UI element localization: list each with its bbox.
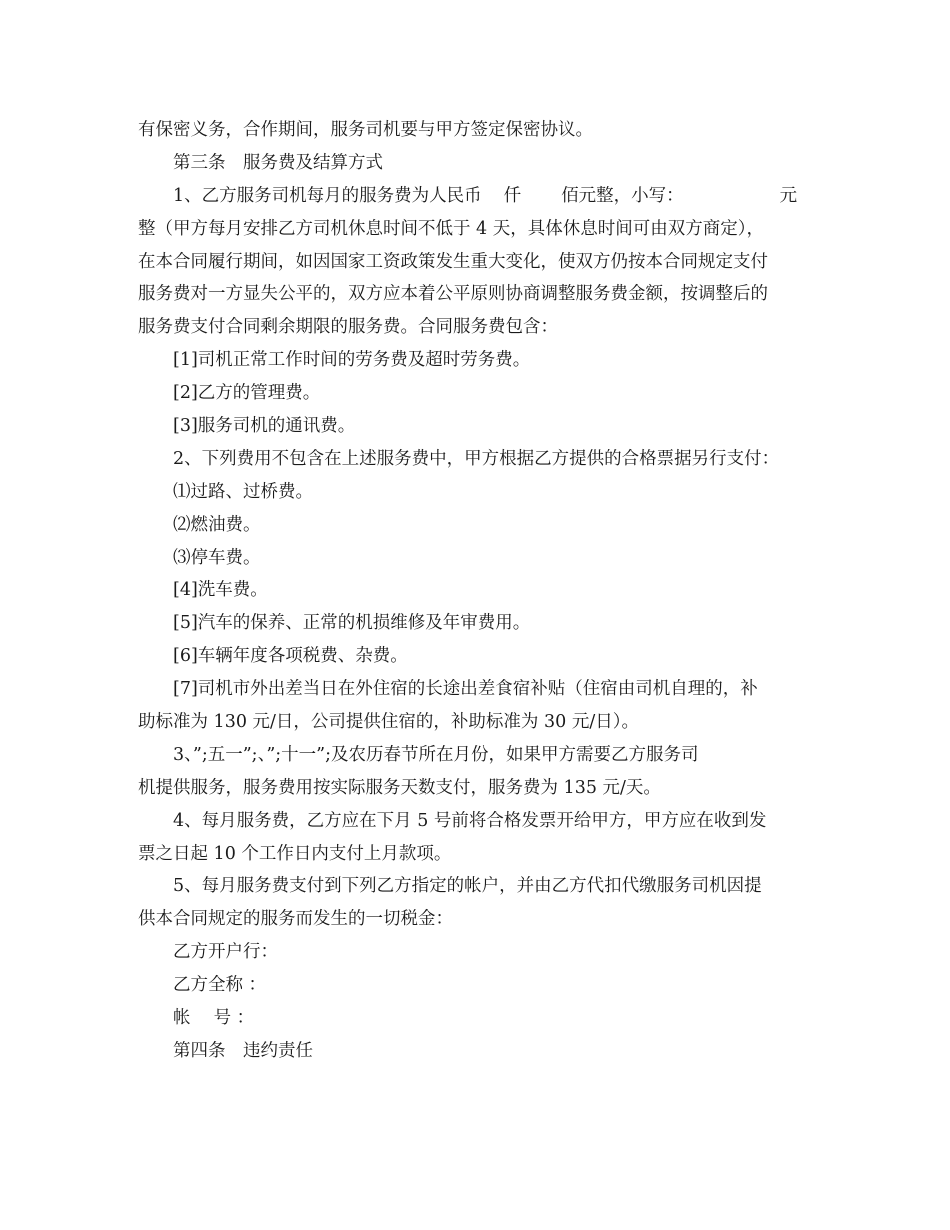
paragraph-line: 4、每月服务费，乙方应在下月 5 号前将合格发票开给甲方，甲方应在收到发 bbox=[173, 810, 767, 831]
list-item: ⑵燃油费。 bbox=[173, 514, 261, 535]
fee-hundred: 佰元整，小写： bbox=[561, 185, 684, 206]
paragraph-line: 供本合同规定的服务而发生的一切税金： bbox=[138, 909, 453, 930]
fee-thousand: 仟 bbox=[503, 185, 522, 206]
paragraph-line: 机提供服务，服务费用按实际服务天数支付，服务费为 135 元/天。 bbox=[138, 777, 661, 798]
list-item: ⑴过路、过桥费。 bbox=[173, 481, 313, 502]
paragraph-line: 3、”;五一”;、”;十一”;及农历春节所在月份，如果甲方需要乙方服务司 bbox=[173, 744, 699, 765]
fee-yuan: 元 bbox=[779, 185, 798, 206]
paragraph-line: 票之日起 10 个工作日内支付上月款项。 bbox=[138, 843, 452, 864]
paragraph-line: 助标准为 130 元/日，公司提供住宿的，补助标准为 30 元/日）。 bbox=[138, 712, 639, 733]
bank-name-field: 乙方开户行： bbox=[173, 942, 278, 963]
fee-text: 1、乙方服务司机每月的服务费为人民币 bbox=[173, 185, 482, 206]
list-item: ⑶停车费。 bbox=[173, 547, 261, 568]
list-item: [1]司机正常工作时间的劳务费及超时劳务费。 bbox=[173, 350, 531, 371]
list-item: [3]服务司机的通讯费。 bbox=[173, 416, 356, 437]
list-item: [7]司机市外出差当日在外住宿的长途出差食宿补贴（住宿由司机自理的，补 bbox=[173, 679, 758, 700]
paragraph-line: 在本合同履行期间，如因国家工资政策发生重大变化，使双方仍按本合同规定支付 bbox=[138, 251, 768, 272]
document-page bbox=[138, 114, 814, 1068]
account-number-field: 帐 号 ： bbox=[173, 1008, 255, 1029]
account-name-field: 乙方全称 ： bbox=[173, 975, 267, 996]
paragraph-line: 5、每月服务费支付到下列乙方指定的帐户，并由乙方代扣代缴服务司机因提 bbox=[173, 876, 762, 897]
list-item: [4]洗车费。 bbox=[173, 580, 268, 601]
paragraph-line: 服务费对一方显失公平的，双方应本着公平原则协商调整服务费金额，按调整后的 bbox=[138, 284, 768, 305]
paragraph-line: 有保密义务，合作期间，服务司机要与甲方签定保密协议。 bbox=[138, 120, 593, 140]
section-heading: 第四条 违约责任 bbox=[173, 1040, 313, 1061]
list-item: [5]汽车的保养、正常的机损维修及年审费用。 bbox=[173, 613, 531, 634]
paragraph-line: 整（甲方每月安排乙方司机休息时间不低于 4 天，具体休息时间可由双方商定）， bbox=[138, 218, 765, 239]
paragraph-line: 服务费支付合同剩余期限的服务费。合同服务费包含： bbox=[138, 317, 558, 338]
section-heading: 第三条 服务费及结算方式 bbox=[173, 152, 383, 173]
list-item: [6]车辆年度各项税费、杂费。 bbox=[173, 646, 408, 667]
paragraph-line: 2、下列费用不包含在上述服务费中，甲方根据乙方提供的合格票据另行支付： bbox=[173, 448, 780, 469]
paragraph-line-fee bbox=[138, 180, 814, 213]
list-item: [2]乙方的管理费。 bbox=[173, 383, 321, 404]
